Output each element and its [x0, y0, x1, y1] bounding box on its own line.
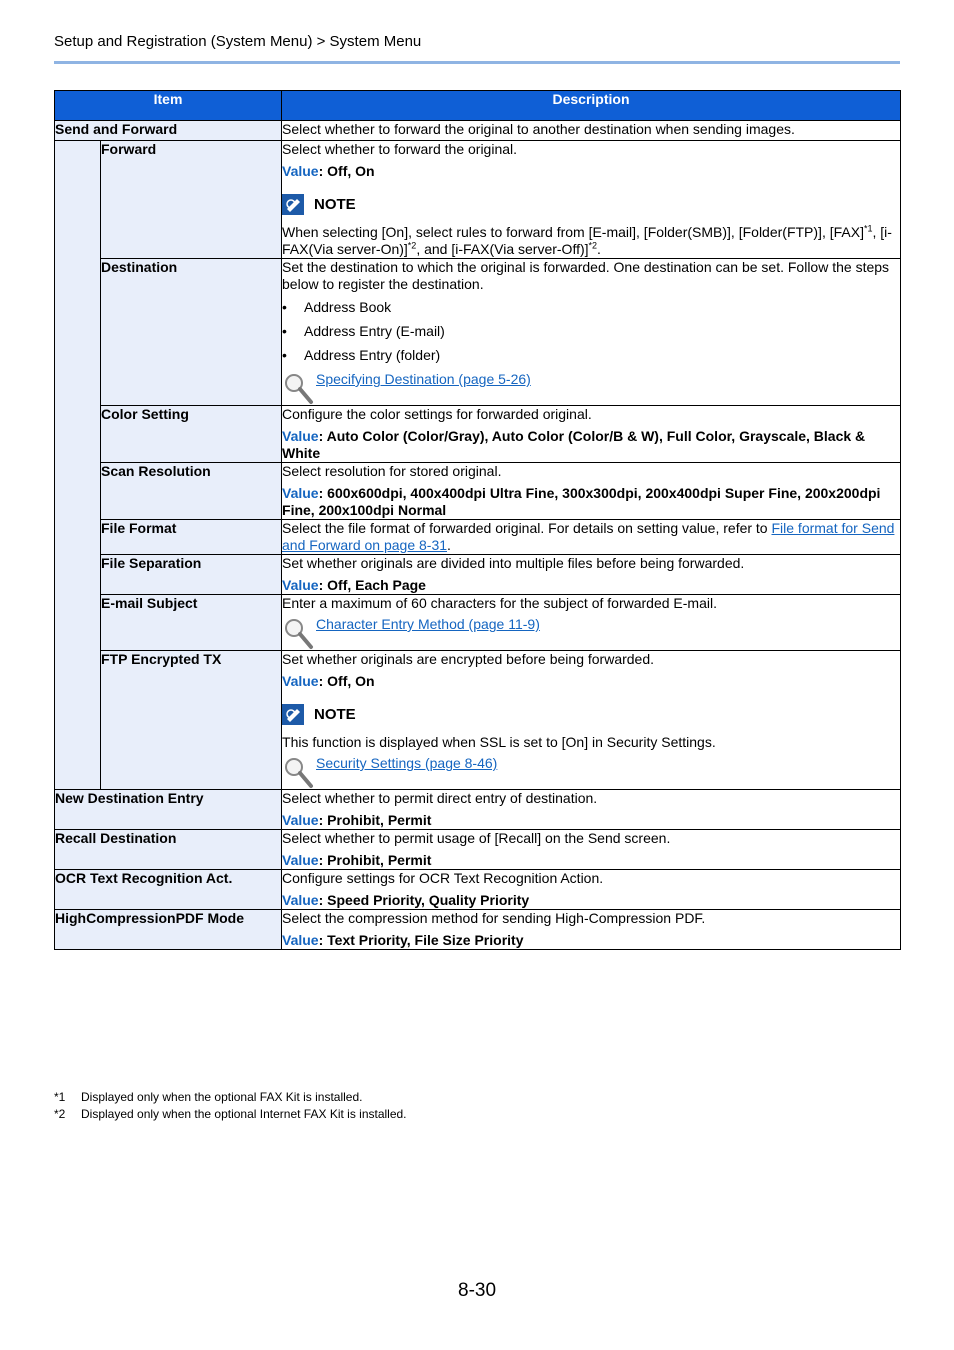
- item-destination: Destination: [101, 259, 282, 406]
- column-header-item: Item: [55, 91, 282, 121]
- item-file-separation: File Separation: [101, 555, 282, 595]
- breadcrumb: Setup and Registration (System Menu) > System Menu: [54, 33, 422, 50]
- desc-text: Configure the color settings for forwarded original.: [282, 406, 592, 422]
- page-number: 8-30: [458, 1280, 497, 1301]
- footnote-mark: *1: [54, 1090, 66, 1104]
- list-item: • Address Entry (E-mail): [282, 323, 900, 340]
- footnote-ref: *1: [863, 223, 873, 234]
- desc-text: Select whether to permit usage of [Recall] on the Send screen.: [282, 830, 671, 846]
- bullet-list: [282, 299, 900, 364]
- table-row: [55, 121, 901, 141]
- value-text: : Off, On: [318, 163, 375, 179]
- desc-text: Configure settings for OCR Text Recognition Action.: [282, 870, 604, 886]
- item-forward: Forward: [101, 141, 282, 259]
- item-recall-destination: Recall Destination: [55, 830, 282, 870]
- header-divider: [54, 61, 900, 64]
- desc-file-separation: [282, 555, 901, 595]
- value-text: : Off, Each Page: [318, 577, 426, 593]
- list-item: • Address Book: [282, 299, 900, 316]
- table-row: [55, 595, 901, 651]
- table-row: [55, 790, 901, 830]
- value-text: : Speed Priority, Quality Priority: [318, 892, 530, 908]
- value-line: [282, 163, 900, 180]
- value-text: : Prohibit, Permit: [318, 852, 432, 868]
- indent-cell: [55, 141, 101, 790]
- table-row: [55, 870, 901, 910]
- desc-send-and-forward: Select whether to forward the original to another destination when sending images.: [282, 121, 901, 141]
- value-line: [282, 577, 900, 594]
- value-text: : Prohibit, Permit: [318, 812, 432, 828]
- note-text-part: , [i-FAX(Via server-On)]: [282, 224, 892, 257]
- list-item: • Address Entry (folder): [282, 347, 900, 364]
- desc-text: Select whether to forward the original.: [282, 141, 518, 157]
- value-line: [282, 485, 900, 519]
- value-key: Value: [282, 932, 319, 948]
- value-key: Value: [282, 485, 319, 501]
- magnifier-icon: [282, 755, 314, 789]
- value-line: [282, 892, 900, 909]
- value-text: : 600x600dpi, 400x400dpi Ultra Fine, 300x300dpi, 200x400dpi Super Fine, 200x200dpi Fine, 200x100dpi Normal: [282, 485, 881, 518]
- desc-file-format: [282, 520, 901, 555]
- desc-text: Set whether originals are encrypted before being forwarded.: [282, 651, 655, 667]
- reference: [282, 755, 900, 789]
- value-line: [282, 932, 900, 949]
- value-key: Value: [282, 892, 319, 908]
- item-ocr-text-recognition: OCR Text Recognition Act.: [55, 870, 282, 910]
- desc-ftp-encrypted-tx: [282, 651, 901, 790]
- reference: [282, 371, 900, 405]
- link-specifying-destination[interactable]: Specifying Destination (page 5-26): [316, 371, 531, 387]
- note-label: NOTE: [314, 705, 356, 723]
- table-row: [55, 463, 901, 520]
- note-heading: [282, 193, 900, 215]
- value-line: [282, 852, 900, 869]
- footnote-ref: *2: [407, 240, 417, 251]
- item-high-compression-pdf: HighCompressionPDF Mode: [55, 910, 282, 950]
- desc-text: Enter a maximum of 60 characters for the subject of forwarded E-mail.: [282, 595, 717, 611]
- table-row: [55, 259, 901, 406]
- table-header-row: [55, 91, 901, 121]
- desc-new-destination-entry: [282, 790, 901, 830]
- note-icon: [282, 194, 304, 215]
- desc-forward: [282, 141, 901, 259]
- item-email-subject: E-mail Subject: [101, 595, 282, 651]
- desc-destination: [282, 259, 901, 406]
- value-key: Value: [282, 428, 319, 444]
- desc-text-end: .: [447, 537, 451, 553]
- note-icon: [282, 704, 304, 725]
- item-scan-resolution: Scan Resolution: [101, 463, 282, 520]
- magnifier-icon: [282, 371, 314, 405]
- note-label: NOTE: [314, 195, 356, 213]
- desc-text: Select resolution for stored original.: [282, 463, 502, 479]
- note-text: [282, 224, 900, 258]
- value-key: Value: [282, 163, 319, 179]
- desc-scan-resolution: [282, 463, 901, 520]
- desc-text: Select the file format of forwarded original. For details on setting value, refer to: [282, 520, 772, 536]
- desc-text: Select the compression method for sending High-Compression PDF.: [282, 910, 706, 926]
- table-row: [55, 910, 901, 950]
- note-text-part: When selecting [On], select rules to forward from [E-mail], [Folder(SMB)], [Folder(FTP)], [FAX]: [282, 224, 864, 240]
- magnifier-icon: [282, 616, 314, 650]
- table-row: [55, 555, 901, 595]
- value-line: [282, 673, 900, 690]
- item-file-format: File Format: [101, 520, 282, 555]
- table-row: [55, 520, 901, 555]
- footnote-mark: *2: [54, 1107, 66, 1121]
- note-heading: [282, 703, 900, 725]
- desc-text: Select whether to permit direct entry of destination.: [282, 790, 598, 806]
- footnote-text: Displayed only when the optional Internet FAX Kit is installed.: [81, 1107, 407, 1121]
- link-character-entry-method[interactable]: Character Entry Method (page 11-9): [316, 616, 540, 632]
- note-text: This function is displayed when SSL is set to [On] in Security Settings.: [282, 734, 716, 750]
- value-key: Value: [282, 673, 319, 689]
- footnote: [54, 1107, 407, 1121]
- table-row: [55, 406, 901, 463]
- footnote-ref: *2: [588, 240, 598, 251]
- desc-high-compression-pdf: [282, 910, 901, 950]
- desc-text: Set the destination to which the original is forwarded. One destination can be set. Follow the steps below to register the destination.: [282, 259, 890, 292]
- value-text: : Off, On: [318, 673, 375, 689]
- item-ftp-encrypted-tx: FTP Encrypted TX: [101, 651, 282, 790]
- item-send-and-forward: Send and Forward: [55, 121, 282, 141]
- desc-ocr-text-recognition: [282, 870, 901, 910]
- item-color-setting: Color Setting: [101, 406, 282, 463]
- table-row: [55, 141, 901, 259]
- reference: [282, 616, 900, 650]
- note-text-part: .: [597, 241, 601, 257]
- value-key: Value: [282, 812, 319, 828]
- value-key: Value: [282, 577, 319, 593]
- value-key: Value: [282, 852, 319, 868]
- desc-color-setting: [282, 406, 901, 463]
- desc-text: Set whether originals are divided into multiple files before being forwarded.: [282, 555, 745, 571]
- value-text: : Auto Color (Color/Gray), Auto Color (Color/B & W), Full Color, Grayscale, Black & White: [282, 428, 866, 461]
- link-security-settings[interactable]: Security Settings (page 8-46): [316, 755, 498, 771]
- table-row: [55, 830, 901, 870]
- value-line: [282, 812, 900, 829]
- item-new-destination-entry: New Destination Entry: [55, 790, 282, 830]
- column-header-description: Description: [282, 91, 901, 121]
- settings-table: [54, 90, 901, 950]
- footnote: [54, 1090, 363, 1104]
- desc-recall-destination: [282, 830, 901, 870]
- link-file-format[interactable]: File format for Send and Forward on page 8-31: [282, 520, 895, 553]
- value-line: [282, 428, 900, 462]
- table-row: [55, 651, 901, 790]
- footnote-text: Displayed only when the optional FAX Kit is installed.: [81, 1090, 363, 1104]
- desc-email-subject: [282, 595, 901, 651]
- note-text-part: , and [i-FAX(Via server-Off)]: [416, 241, 589, 257]
- value-text: : Text Priority, File Size Priority: [318, 932, 524, 948]
